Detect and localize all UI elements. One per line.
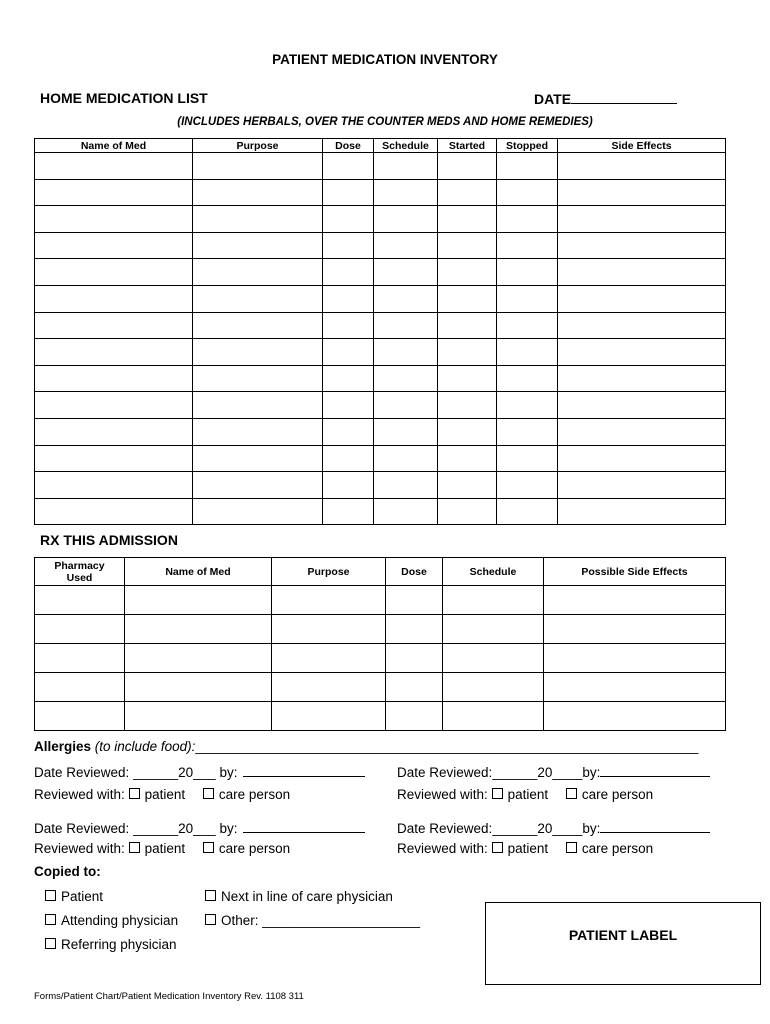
home-table-cell[interactable] — [497, 445, 558, 472]
allergies-blank: ___________________________________________________________________ — [195, 739, 699, 754]
copied-patient-option — [45, 889, 103, 904]
home-table-header-cell: Schedule — [374, 139, 438, 153]
reviewed-by-line — [600, 763, 710, 777]
patient-option-label: patient — [507, 787, 549, 802]
rx-table-cell[interactable] — [443, 702, 544, 731]
home-table-cell[interactable] — [558, 472, 726, 499]
date-reviewed-label: Date Reviewed: — [34, 765, 130, 780]
reviewed-with-label: Reviewed with: — [397, 841, 488, 856]
date-label: DATE — [534, 91, 572, 107]
rx-table-cell[interactable] — [386, 673, 443, 702]
rx-table-cell[interactable] — [386, 702, 443, 731]
rx-table-cell[interactable] — [272, 673, 386, 702]
rx-table-cell[interactable] — [125, 615, 272, 644]
reviewed-by-line — [243, 763, 365, 777]
home-table-cell[interactable] — [35, 365, 193, 392]
reviewed-by-line — [243, 819, 365, 833]
home-table-cell[interactable] — [558, 365, 726, 392]
home-table-cell[interactable] — [438, 472, 497, 499]
rx-table-cell[interactable] — [125, 586, 272, 615]
copied-next-in-line-checkbox[interactable] — [205, 890, 216, 901]
home-table-row — [35, 153, 726, 180]
copied-next-in-line-option — [205, 889, 393, 904]
date-reviewed-right-2[interactable] — [397, 819, 710, 836]
home-table-cell[interactable] — [558, 232, 726, 259]
rx-table-header-row — [35, 558, 726, 586]
rx-table-cell[interactable] — [125, 702, 272, 731]
date-reviewed-label: Date Reviewed: — [34, 821, 130, 836]
patient-option-label: patient — [144, 841, 186, 856]
home-table-cell[interactable] — [323, 472, 374, 499]
copied-referring-checkbox[interactable] — [45, 938, 56, 949]
patient-checkbox[interactable] — [492, 842, 503, 853]
home-table-cell[interactable] — [323, 232, 374, 259]
allergies-hint: (to include food): — [94, 739, 196, 754]
date-reviewed-year-blank: ______20___ — [133, 765, 216, 780]
care-person-option-label: care person — [581, 787, 654, 802]
home-table-cell[interactable] — [323, 392, 374, 419]
home-table-cell[interactable] — [438, 232, 497, 259]
home-table-cell[interactable] — [497, 285, 558, 312]
home-table-row — [35, 365, 726, 392]
reviewed-with-label: Reviewed with: — [34, 841, 125, 856]
date-reviewed-left-1[interactable] — [34, 763, 365, 780]
home-table-row — [35, 339, 726, 366]
home-table-cell[interactable] — [193, 153, 323, 180]
date-field-group — [534, 90, 677, 107]
home-table-cell[interactable] — [438, 206, 497, 233]
home-table-header-cell: Purpose — [193, 139, 323, 153]
home-table-header-cell: Stopped — [497, 139, 558, 153]
rx-table-cell[interactable] — [272, 702, 386, 731]
home-table-row — [35, 312, 726, 339]
rx-table-header-cell: Schedule — [443, 558, 544, 586]
care-person-checkbox[interactable] — [203, 788, 214, 799]
home-table-cell[interactable] — [497, 339, 558, 366]
home-table-row — [35, 259, 726, 286]
home-table-cell[interactable] — [497, 472, 558, 499]
home-medication-table — [34, 138, 726, 525]
rx-table-cell[interactable] — [386, 586, 443, 615]
home-table-cell[interactable] — [35, 312, 193, 339]
rx-table-cell[interactable] — [272, 586, 386, 615]
home-table-cell[interactable] — [374, 179, 438, 206]
copied-patient-label: Patient — [61, 889, 104, 904]
rx-table-cell[interactable] — [544, 586, 726, 615]
home-table-cell[interactable] — [497, 153, 558, 180]
date-reviewed-label: Date Reviewed: — [397, 765, 493, 780]
home-table-cell[interactable] — [193, 206, 323, 233]
date-reviewed-left-2[interactable] — [34, 819, 365, 836]
home-table-cell[interactable] — [374, 365, 438, 392]
patient-label-box — [485, 902, 761, 985]
home-table-cell[interactable] — [193, 365, 323, 392]
reviewed-with-right-2 — [397, 841, 653, 856]
form-footer: Forms/Patient Chart/Patient Medication Inventory Rev. 1108 311 — [34, 991, 304, 1002]
home-table-cell[interactable] — [374, 259, 438, 286]
reviewed-with-left-2 — [34, 841, 290, 856]
home-table-cell[interactable] — [323, 312, 374, 339]
home-table-cell[interactable] — [323, 285, 374, 312]
home-table-cell[interactable] — [323, 179, 374, 206]
home-table-cell[interactable] — [558, 206, 726, 233]
home-table-cell[interactable] — [374, 285, 438, 312]
home-table-cell[interactable] — [438, 339, 497, 366]
care-person-option-label: care person — [218, 787, 291, 802]
home-table-cell[interactable] — [35, 418, 193, 445]
home-table-cell[interactable] — [438, 498, 497, 525]
rx-table-header-cell: Name of Med — [125, 558, 272, 586]
home-table-cell[interactable] — [374, 472, 438, 499]
rx-table-cell[interactable] — [544, 644, 726, 673]
rx-table-cell[interactable] — [443, 673, 544, 702]
rx-table-cell[interactable] — [272, 615, 386, 644]
home-table-cell[interactable] — [323, 153, 374, 180]
copied-to-label: Copied to: — [34, 864, 101, 879]
rx-table-header-cell: Dose — [386, 558, 443, 586]
copied-other-label: Other: — [221, 913, 259, 928]
rx-table-cell[interactable] — [125, 673, 272, 702]
home-table-cell[interactable] — [193, 445, 323, 472]
reviewed-by-label: by: — [219, 765, 238, 780]
home-table-row — [35, 179, 726, 206]
copied-other-blank[interactable]: _____________________ — [262, 913, 420, 928]
home-table-cell[interactable] — [497, 418, 558, 445]
care-person-option-label: care person — [581, 841, 654, 856]
home-table-cell[interactable] — [193, 179, 323, 206]
home-table-cell[interactable] — [193, 285, 323, 312]
copied-referring-option — [45, 937, 177, 952]
date-reviewed-year-blank: ______20____by: — [492, 765, 601, 780]
rx-table-cell[interactable] — [443, 615, 544, 644]
rx-admission-table — [34, 557, 726, 731]
date-reviewed-year-blank: ______20___ — [133, 821, 216, 836]
home-table-cell[interactable] — [193, 392, 323, 419]
home-table-cell[interactable] — [374, 392, 438, 419]
date-reviewed-year-blank: ______20____by: — [492, 821, 601, 836]
home-table-cell[interactable] — [323, 339, 374, 366]
patient-option-label: patient — [144, 787, 186, 802]
home-table-cell[interactable] — [35, 392, 193, 419]
rx-table-row — [35, 702, 726, 731]
home-table-cell[interactable] — [558, 312, 726, 339]
reviewed-with-label: Reviewed with: — [397, 787, 488, 802]
home-table-cell[interactable] — [438, 285, 497, 312]
copied-next-in-line-label: Next in line of care physician — [221, 889, 393, 904]
home-table-cell[interactable] — [497, 179, 558, 206]
copied-attending-option — [45, 913, 178, 928]
copied-other-option — [205, 913, 420, 928]
patient-checkbox[interactable] — [492, 788, 503, 799]
allergies-label: Allergies — [34, 739, 92, 754]
reviewed-with-label: Reviewed with: — [34, 787, 125, 802]
rx-table-cell[interactable] — [443, 586, 544, 615]
home-table-cell[interactable] — [438, 259, 497, 286]
patient-label-text: PATIENT LABEL — [568, 927, 678, 943]
home-table-cell[interactable] — [35, 498, 193, 525]
home-table-cell[interactable] — [374, 498, 438, 525]
home-table-cell[interactable] — [374, 339, 438, 366]
home-table-cell[interactable] — [35, 206, 193, 233]
home-table-cell[interactable] — [558, 179, 726, 206]
home-table-row — [35, 445, 726, 472]
date-line[interactable] — [571, 90, 677, 104]
home-table-cell[interactable] — [558, 418, 726, 445]
home-table-cell[interactable] — [193, 232, 323, 259]
home-table-cell[interactable] — [323, 365, 374, 392]
rx-table-row — [35, 644, 726, 673]
care-person-checkbox[interactable] — [566, 788, 577, 799]
allergies-line[interactable] — [34, 739, 698, 754]
rx-table-row — [35, 586, 726, 615]
rx-table-body — [35, 586, 726, 731]
home-table-cell[interactable] — [193, 312, 323, 339]
home-table-header-row — [35, 139, 726, 153]
date-reviewed-label: Date Reviewed: — [397, 821, 493, 836]
care-person-option-label: care person — [218, 841, 291, 856]
home-table-cell[interactable] — [323, 445, 374, 472]
rx-table-cell[interactable] — [386, 615, 443, 644]
reviewed-by-label: by: — [219, 821, 238, 836]
home-table-row — [35, 206, 726, 233]
home-table-cell[interactable] — [438, 179, 497, 206]
rx-table-cell[interactable] — [35, 673, 125, 702]
rx-table-cell[interactable] — [35, 702, 125, 731]
home-table-cell[interactable] — [497, 365, 558, 392]
page-title: PATIENT MEDICATION INVENTORY — [272, 52, 498, 67]
rx-table-cell[interactable] — [443, 644, 544, 673]
copied-patient-checkbox[interactable] — [45, 890, 56, 901]
home-table-cell[interactable] — [558, 445, 726, 472]
home-table-cell[interactable] — [374, 153, 438, 180]
patient-option-label: patient — [507, 841, 549, 856]
home-table-cell[interactable] — [438, 312, 497, 339]
copied-attending-checkbox[interactable] — [45, 914, 56, 925]
home-table-cell[interactable] — [193, 339, 323, 366]
home-table-cell[interactable] — [323, 418, 374, 445]
patient-checkbox[interactable] — [129, 788, 140, 799]
home-table-cell[interactable] — [558, 498, 726, 525]
home-table-header-cell: Side Effects — [558, 139, 726, 153]
patient-checkbox[interactable] — [129, 842, 140, 853]
home-table-header-cell: Dose — [323, 139, 374, 153]
home-table-cell[interactable] — [35, 339, 193, 366]
home-table-cell[interactable] — [374, 418, 438, 445]
date-reviewed-right-1[interactable] — [397, 763, 710, 780]
home-table-cell[interactable] — [35, 179, 193, 206]
home-table-header-cell: Started — [438, 139, 497, 153]
rx-table-header-cell: Pharmacy Used — [35, 558, 125, 586]
home-table-row — [35, 285, 726, 312]
home-table-cell[interactable] — [374, 445, 438, 472]
home-table-cell[interactable] — [497, 392, 558, 419]
rx-table-cell[interactable] — [35, 615, 125, 644]
copied-other-checkbox[interactable] — [205, 914, 216, 925]
rx-table-header-cell: Possible Side Effects — [544, 558, 726, 586]
rx-table-cell[interactable] — [35, 644, 125, 673]
rx-table-cell[interactable] — [544, 615, 726, 644]
home-table-cell[interactable] — [438, 392, 497, 419]
home-table-cell[interactable] — [497, 259, 558, 286]
home-table-cell[interactable] — [35, 445, 193, 472]
home-table-cell[interactable] — [374, 232, 438, 259]
home-table-cell[interactable] — [438, 418, 497, 445]
home-table-body — [35, 153, 726, 525]
rx-table-cell[interactable] — [272, 644, 386, 673]
home-table-cell[interactable] — [35, 285, 193, 312]
home-table-row — [35, 498, 726, 525]
home-table-cell[interactable] — [193, 259, 323, 286]
rx-table-cell[interactable] — [544, 702, 726, 731]
home-table-cell[interactable] — [558, 259, 726, 286]
rx-table-row — [35, 615, 726, 644]
home-table-cell[interactable] — [497, 206, 558, 233]
home-table-cell[interactable] — [558, 285, 726, 312]
rx-table-cell[interactable] — [35, 586, 125, 615]
care-person-checkbox[interactable] — [566, 842, 577, 853]
home-table-cell[interactable] — [193, 498, 323, 525]
home-table-cell[interactable] — [323, 259, 374, 286]
home-table-cell[interactable] — [374, 206, 438, 233]
home-table-cell[interactable] — [35, 259, 193, 286]
care-person-checkbox[interactable] — [203, 842, 214, 853]
home-table-cell[interactable] — [35, 472, 193, 499]
home-table-cell[interactable] — [438, 445, 497, 472]
home-table-row — [35, 232, 726, 259]
reviewed-with-left-1 — [34, 787, 290, 802]
rx-admission-heading: RX THIS ADMISSION — [40, 532, 178, 548]
home-table-cell[interactable] — [558, 153, 726, 180]
home-table-cell[interactable] — [558, 339, 726, 366]
home-table-cell[interactable] — [497, 498, 558, 525]
home-table-row — [35, 472, 726, 499]
home-table-row — [35, 392, 726, 419]
home-table-row — [35, 418, 726, 445]
copied-referring-label: Referring physician — [61, 937, 177, 952]
rx-table-row — [35, 673, 726, 702]
rx-table-cell[interactable] — [386, 644, 443, 673]
rx-table-cell[interactable] — [544, 673, 726, 702]
home-table-cell[interactable] — [438, 365, 497, 392]
reviewed-with-right-1 — [397, 787, 653, 802]
home-table-cell[interactable] — [323, 206, 374, 233]
copied-attending-label: Attending physician — [61, 913, 179, 928]
home-table-cell[interactable] — [193, 472, 323, 499]
home-table-header-cell: Name of Med — [35, 139, 193, 153]
home-table-cell[interactable] — [193, 418, 323, 445]
reviewed-by-line — [600, 819, 710, 833]
rx-table-header-cell: Purpose — [272, 558, 386, 586]
home-table-cell[interactable] — [374, 312, 438, 339]
home-table-cell[interactable] — [35, 232, 193, 259]
home-medication-subtitle: (INCLUDES HERBALS, OVER THE COUNTER MEDS AND HOME REMEDIES) — [177, 116, 593, 128]
home-table-cell[interactable] — [497, 312, 558, 339]
home-table-cell[interactable] — [497, 232, 558, 259]
rx-table-cell[interactable] — [125, 644, 272, 673]
home-table-cell[interactable] — [35, 153, 193, 180]
home-table-cell[interactable] — [323, 498, 374, 525]
home-table-cell[interactable] — [438, 153, 497, 180]
home-medication-heading: HOME MEDICATION LIST — [40, 90, 208, 106]
home-table-cell[interactable] — [558, 392, 726, 419]
